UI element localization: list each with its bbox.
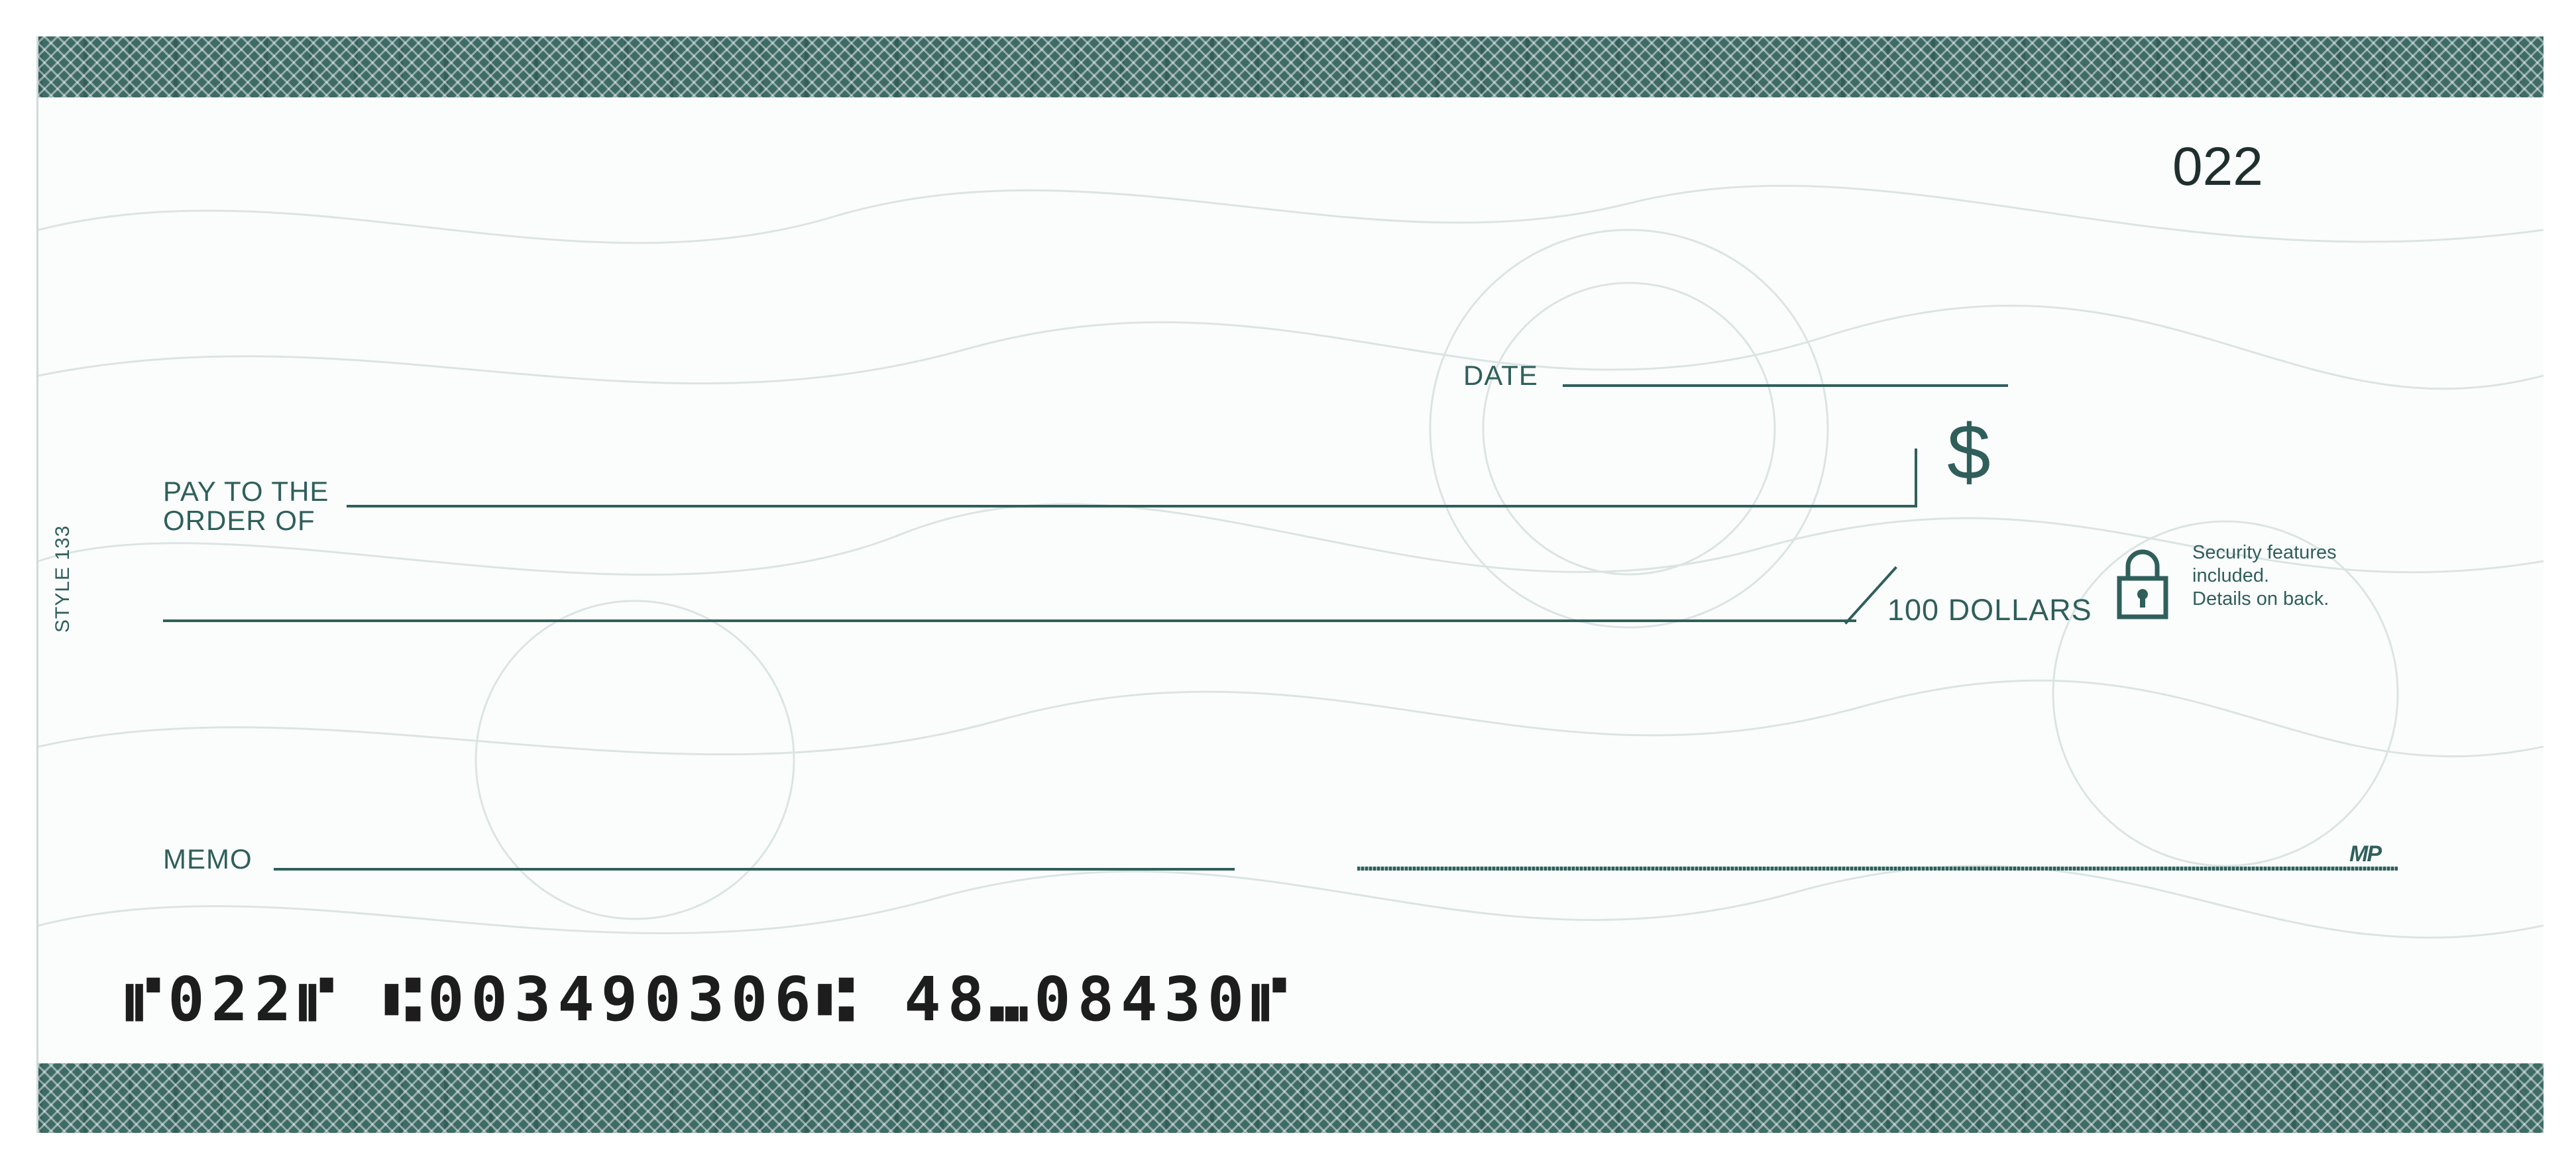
dollars-label: 100 DOLLARS: [1887, 593, 2092, 627]
top-security-border: [38, 36, 2544, 97]
payee-label-line2: ORDER OF: [163, 505, 315, 536]
blank-check: [36, 36, 2544, 1133]
payee-label: [163, 477, 329, 535]
check-number: 022: [2172, 136, 2263, 197]
payee-label-line1: PAY TO THE: [163, 476, 329, 507]
micr-line: ⑈022⑈ ⑆003490306⑆ 48⑉08430⑈: [125, 964, 1294, 1035]
dollar-sign: $: [1947, 409, 1991, 496]
security-note-line3: Details on back.: [2192, 588, 2329, 610]
date-label: DATE: [1463, 360, 1538, 391]
style-code: STYLE 133: [52, 525, 74, 633]
payee-field-line[interactable]: [347, 505, 1917, 507]
amount-words-line[interactable]: [163, 619, 1856, 622]
security-note-line1: Security features: [2192, 542, 2337, 563]
security-note-line2: included.: [2192, 565, 2270, 586]
security-features-note: [2192, 541, 2337, 611]
amount-box-divider: [1915, 449, 1917, 507]
memo-field-line[interactable]: [274, 868, 1235, 871]
memo-label: MEMO: [163, 843, 252, 875]
bottom-security-border: [38, 1063, 2544, 1133]
mp-logo: MP: [2349, 841, 2380, 867]
signature-line[interactable]: [1357, 867, 2398, 871]
lock-icon: [2116, 547, 2169, 619]
date-field-line[interactable]: [1563, 384, 2008, 387]
